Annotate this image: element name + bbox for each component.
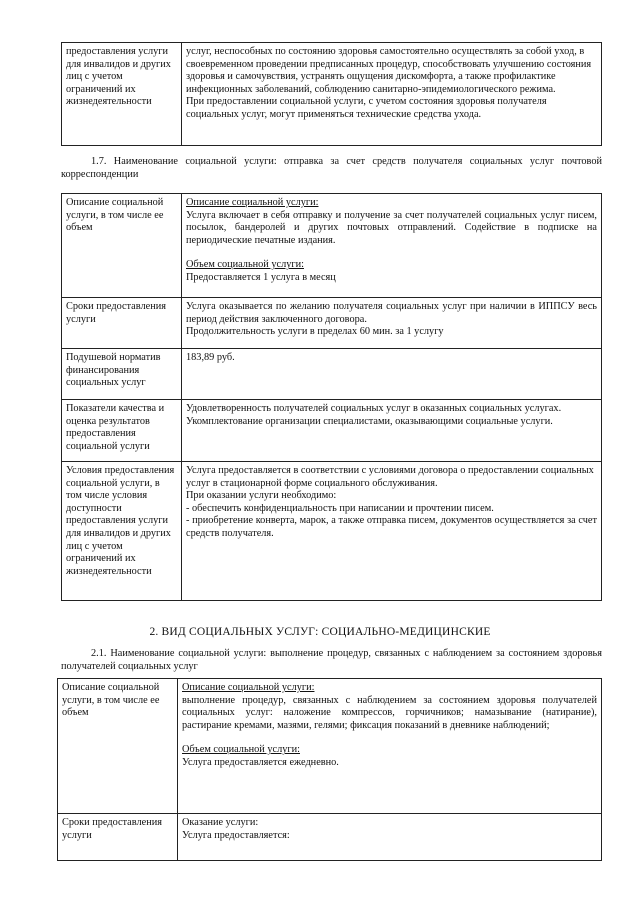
terms-text-1: Услуга оказывается по желанию получателя социальных услуг при наличии в ИППСУ весь период действия заключенного договора.	[186, 301, 597, 325]
content-text-2: При предоставлении социальной услуги, с учетом состояния здоровья получателя социальных услуг, могут применяться технические средства ухода.	[186, 96, 547, 120]
description-text: Услуга включает в себя отправку и получение за счет получателей социальных услуг писем, посылок, бандеролей и других почтовых отправлений. Содействие в подписке на периодические печатные издания.	[186, 209, 597, 246]
volume-text: Услуга предоставляется ежедневно.	[182, 756, 339, 768]
section-1-7-table	[61, 193, 602, 601]
conditions-text-4: - приобретение конверта, марок, а также отправка писем, документов осуществляется за счет средств получателя.	[186, 515, 597, 539]
table-row	[58, 679, 602, 814]
content-text-1: услуг, неспособных по состоянию здоровья самостоятельно осуществлять за собой уход, в своевременном проведении предписанных процедур, способствовать улучшению состояния здоровья и самочувствия, устранять ощущения дискомфорта, а также профилактике инфекционных заболеваний, соблюдению санитарно-эпидемиологического режима.	[186, 46, 592, 95]
quality-text-1: Удовлетворенность получателей социальных услуг в оказанных социальных услугах.	[186, 403, 562, 414]
row-label-conditions	[62, 462, 182, 601]
label-text: Показатели качества и оценка результатов предоставления социальной услуги	[66, 403, 165, 452]
conditions-text-1: Услуга предоставляется в соответствии с условиями договора о предоставлении социальных услуг в стационарной форме социального обслуживания.	[186, 465, 594, 489]
table-row	[58, 814, 602, 861]
row-label-norm	[62, 349, 182, 400]
section-2-1-title: 2.1. Наименование социальной услуги: выполнение процедур, связанных с наблюдением за состоянием здоровья получателей социальных услуг	[61, 648, 602, 672]
table-row	[62, 194, 602, 298]
volume-heading: Объем социальной услуги:	[182, 744, 300, 756]
row-label-description	[62, 194, 182, 298]
section-2-heading: 2. ВИД СОЦИАЛЬНЫХ УСЛУГ: СОЦИАЛЬНО-МЕДИЦИНСКИЕ	[149, 626, 491, 638]
section-1-7-title: 1.7. Наименование социальной услуги: отправка за счет средств получателя социальных услуг почтовой корреспонденции	[61, 156, 602, 180]
label-text: Сроки предоставления услуги	[62, 817, 162, 841]
row-content-terms	[178, 814, 602, 861]
row-content-terms	[182, 298, 602, 349]
row-content-description	[182, 194, 602, 298]
quality-text-2: Укомплектование организации специалистами, оказывающими социальные услуги.	[186, 415, 553, 427]
description-text: выполнение процедур, связанных с наблюдением за состоянием здоровья получателей социальных услуг: наложение компрессов, горчичников; намазывание (натирание), растирание кремами, мазями, гелями; фиксация показаний в дневнике наблюдений;	[182, 694, 597, 731]
conditions-text-3: - обеспечить конфиденциальность при написании и прочтении писем.	[186, 502, 494, 514]
row-content-quality	[182, 400, 602, 462]
label-text: предоставления услуги для инвалидов и других лиц с учетом ограничений их жизнедеятельности	[66, 46, 171, 108]
table-row	[62, 298, 602, 349]
label-text: Подушевой норматив финансирования социальных услуг	[66, 352, 161, 389]
table-row	[62, 43, 602, 146]
table-row	[62, 400, 602, 462]
row-label-quality	[62, 400, 182, 462]
row-content-norm	[182, 349, 602, 400]
row-content-description	[178, 679, 602, 814]
volume-heading: Объем социальной услуги:	[186, 259, 304, 271]
conditions-text-2: При оказании услуги необходимо:	[186, 490, 337, 502]
row-content-conditions	[182, 462, 602, 601]
volume-text: Предоставляется 1 услуга в месяц	[186, 271, 336, 283]
terms-text-1: Оказание услуги:	[182, 817, 259, 828]
description-heading: Описание социальной услуги:	[186, 197, 319, 208]
label-text: Сроки предоставления услуги	[66, 301, 166, 325]
row-label-description	[58, 679, 178, 814]
row-label-accessibility	[62, 43, 182, 146]
table-row	[62, 462, 602, 601]
row-label-terms	[62, 298, 182, 349]
label-text: Описание социальной услуги, в том числе ее объем	[66, 197, 164, 234]
terms-text-2: Услуга предоставляется:	[182, 829, 290, 841]
section-2-1-table	[57, 678, 602, 861]
label-text: Описание социальной услуги, в том числе ее объем	[62, 682, 160, 719]
label-text: Условия предоставления социальной услуги, в том числе условия доступности предоставления услуги для инвалидов и других лиц с учетом ограничений их жизнедеятельности	[66, 465, 175, 577]
terms-text-2: Продолжительность услуги в пределах 60 мин. за 1 услугу	[186, 326, 444, 338]
norm-value: 183,89 руб.	[186, 352, 235, 363]
row-label-terms	[58, 814, 178, 861]
row-content-accessibility	[182, 43, 602, 146]
description-heading: Описание социальной услуги:	[182, 682, 315, 693]
top-continuation-table	[61, 42, 602, 146]
table-row	[62, 349, 602, 400]
